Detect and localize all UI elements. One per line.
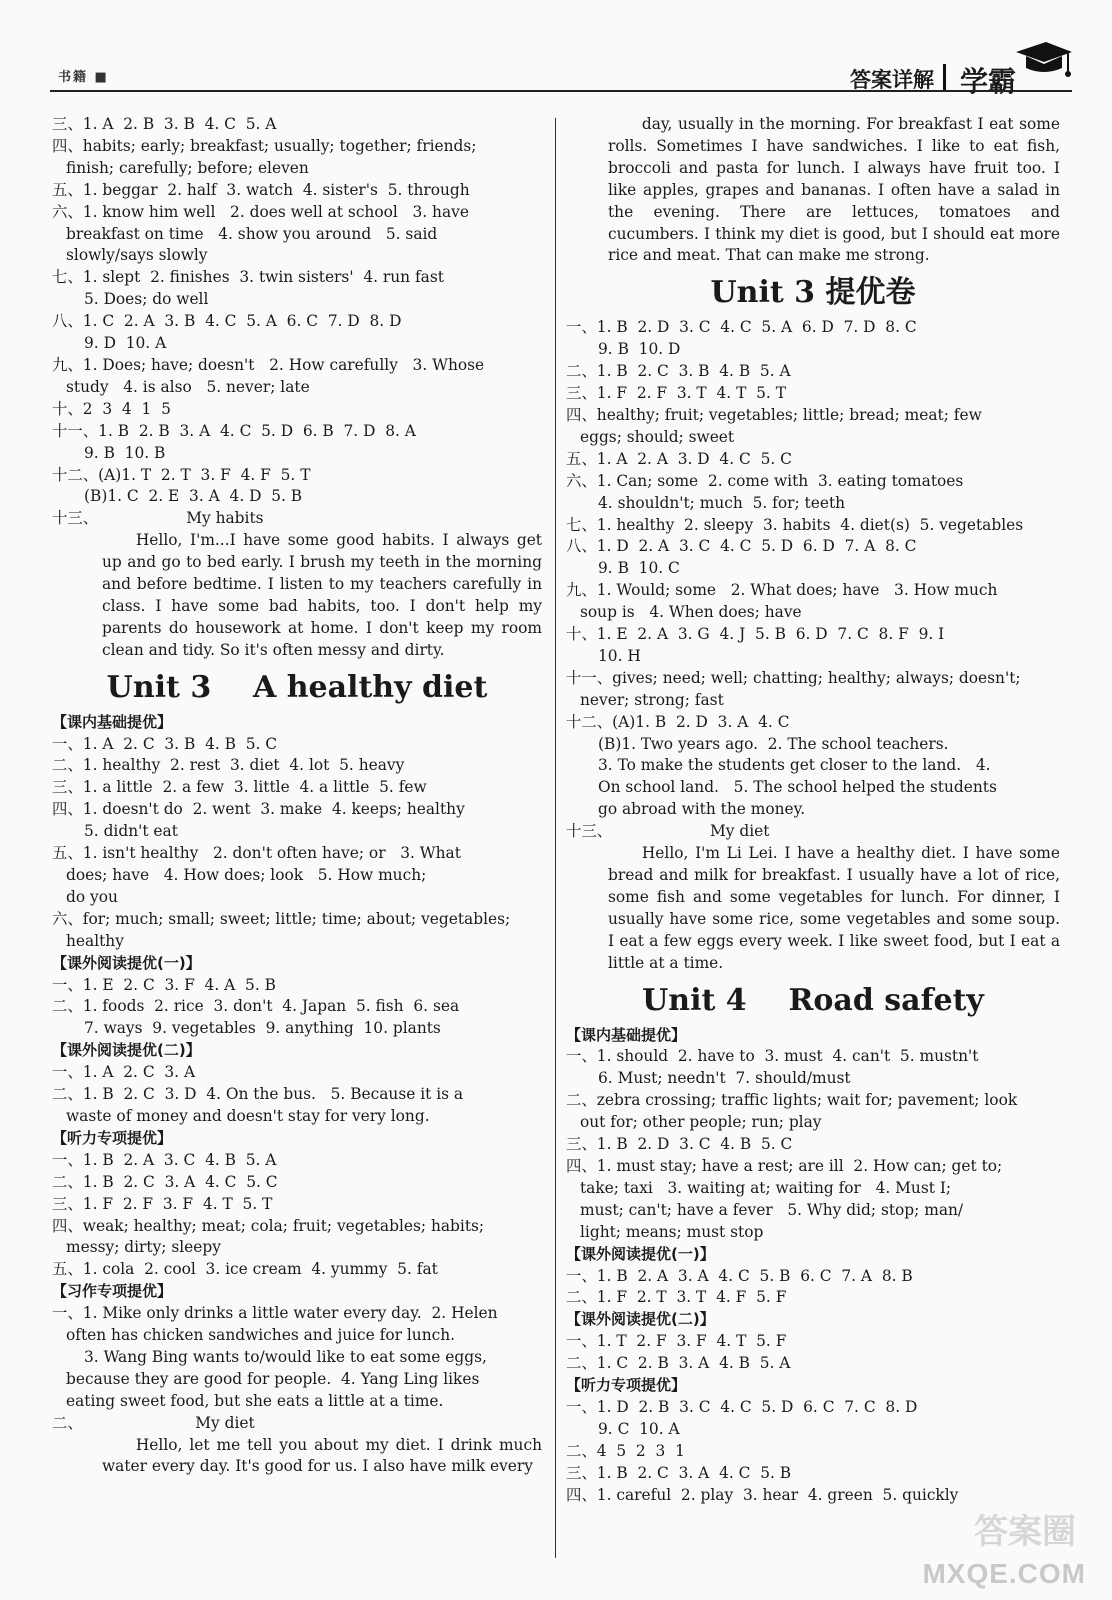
essay-paragraph: day, usually in the morning. For breakfast I eat some rolls. Sometimes I have sandwiches. I like to eat fish, broccoli and pasta for lunch. I always have fruit too. I like apples, grapes and bananas. I often have a salad in the evening. There are lettuces, tomatoes and cucumbers. I think my diet is good, but I should eat more rice and meat. That can make me strong. <box>608 115 1065 265</box>
answer-line: 一、1. should 2. have to 3. must 4. can't 5. mustn't <box>566 1047 979 1066</box>
essay-paragraph: Hello, I'm Li Lei. I have a healthy diet. I have some bread and milk for breakfast. I usually have a lot of rice, some fish and some vegetables for lunch. For dinner, I usually have some rice, some vegetables and some soup. I eat a few eggs every week. I like sweet food, but I eat a little at a time. <box>608 844 1065 972</box>
column-divider <box>555 118 556 1558</box>
answer-line: 9. B 10. B <box>84 443 166 462</box>
section-heading: 【课外阅读提优(一)】 <box>566 1244 715 1263</box>
answer-line: 9. D 10. A <box>84 334 167 353</box>
answer-line: 一、1. B 2. A 3. A 4. C 5. B 6. C 7. A 8. B <box>566 1266 913 1285</box>
answer-line: 五、1. cola 2. cool 3. ice cream 4. yummy 5. fat <box>52 1260 438 1279</box>
answer-line: breakfast on time 4. show you around 5. said <box>66 224 438 243</box>
answer-line: 5. didn't eat <box>84 822 178 841</box>
answer-line: do you <box>66 887 118 906</box>
section-heading: 【听力专项提优】 <box>566 1376 687 1395</box>
answer-line: 10. H <box>598 646 641 665</box>
answer-line: 3. Wang Bing wants to/would like to eat some eggs, <box>84 1347 487 1366</box>
answer-line: light; means; must stop <box>580 1222 764 1241</box>
answer-line: 三、1. F 2. F 3. F 4. T 5. T <box>52 1194 273 1213</box>
answer-line: 9. C 10. A <box>598 1419 680 1438</box>
graduation-cap-icon <box>1012 38 1074 84</box>
answer-line: 一、1. E 2. C 3. F 4. A 5. B <box>52 975 276 994</box>
answer-line: 十三、 My diet <box>566 822 770 841</box>
section-heading: 【课外阅读提优(二)】 <box>52 1041 201 1060</box>
answer-line: 四、1. careful 2. play 3. hear 4. green 5. quickly <box>566 1485 959 1504</box>
answer-line: slowly/says slowly <box>66 246 208 265</box>
essay-paragraph: Hello, let me tell you about my diet. I drink much water every day. It's good for us. I also have milk every <box>102 1435 547 1476</box>
answer-line: because they are good for people. 4. Yang Ling likes <box>66 1369 480 1388</box>
answer-line: finish; carefully; before; eleven <box>66 158 309 177</box>
answer-line: 二、1. B 2. C 3. A 4. C 5. C <box>52 1172 278 1191</box>
answer-line: 八、1. D 2. A 3. C 4. C 5. D 6. D 7. A 8. C <box>566 537 917 556</box>
answer-line: messy; dirty; sleepy <box>66 1238 221 1257</box>
answer-line: 十三、 My habits <box>52 509 264 528</box>
answer-line: 十、2 3 4 1 5 <box>52 399 171 418</box>
answer-line: 五、1. isn't healthy 2. don't often have; or 3. What <box>52 844 461 863</box>
answer-line: (B)1. Two years ago. 2. The school teachers. <box>598 734 949 753</box>
answer-line: 9. B 10. C <box>598 559 680 578</box>
answer-line: 7. ways 9. vegetables 9. anything 10. plants <box>84 1019 441 1038</box>
left-column <box>52 114 547 1478</box>
answer-line: must; can't; have a fever 5. Why did; stop; man/ <box>580 1200 964 1219</box>
answer-line: 七、1. healthy 2. sleepy 3. habits 4. diet(s) 5. vegetables <box>566 515 1024 534</box>
answer-line: 四、1. must stay; have a rest; are ill 2. How can; get to; <box>566 1156 1003 1175</box>
answer-line: 5. Does; do well <box>84 290 209 309</box>
answer-line: go abroad with the money. <box>598 800 806 819</box>
answer-line: 二、1. B 2. C 3. D 4. On the bus. 5. Because it is a <box>52 1085 464 1104</box>
answer-line: (B)1. C 2. E 3. A 4. D 5. B <box>84 487 303 506</box>
essay-paragraph: Hello, I'm...I have some good habits. I always get up and go to bed early. I brush my teeth in the morning and before bedtime. I listen to my teachers carefully in class. I have some bad habits, too. I don't help my parents do housework at home. I don't keep my room clean and tidy. So it's often messy and dirty. <box>102 531 547 659</box>
section-heading: 【课外阅读提优(一)】 <box>52 953 201 972</box>
answer-line: 一、1. T 2. F 3. F 4. T 5. F <box>566 1332 787 1351</box>
answer-line: 一、1. A 2. C 3. B 4. B 5. C <box>52 734 278 753</box>
answer-line: 二、1. C 2. B 3. A 4. B 5. A <box>566 1354 791 1373</box>
answer-line: 一、1. Mike only drinks a little water every day. 2. Helen <box>52 1304 498 1323</box>
answer-line: 三、1. B 2. C 3. A 4. C 5. B <box>566 1463 792 1482</box>
answer-line: 三、1. a little 2. a few 3. little 4. a little 5. few <box>52 778 427 797</box>
answer-line: eating sweet food, but she eats a little at a time. <box>66 1391 444 1410</box>
section-heading: 【课外阅读提优(二)】 <box>566 1310 715 1329</box>
answer-line: 四、weak; healthy; meat; cola; fruit; vegetables; habits; <box>52 1216 485 1235</box>
header-separator <box>943 64 946 90</box>
section-heading: 【习作专项提优】 <box>52 1282 173 1301</box>
watermark-glyph: 答案圈 <box>974 1512 1076 1552</box>
answer-line: 4. shouldn't; much 5. for; teeth <box>598 493 846 512</box>
answer-line: take; taxi 3. waiting at; waiting for 4. Must I; <box>580 1178 952 1197</box>
answer-line: 二、1. B 2. C 3. B 4. B 5. A <box>566 362 791 381</box>
section-heading: 【听力专项提优】 <box>52 1128 173 1147</box>
answer-line: 五、1. beggar 2. half 3. watch 4. sister's 5. through <box>52 180 470 199</box>
answer-line: waste of money and doesn't stay for very long. <box>66 1106 430 1125</box>
answer-line: On school land. 5. The school helped the students <box>598 778 997 797</box>
answer-line: 四、healthy; fruit; vegetables; little; bread; meat; few <box>566 405 982 424</box>
brand-name: 学霸 <box>959 65 1016 98</box>
answer-line: healthy <box>66 931 124 950</box>
answer-line: often has chicken sandwiches and juice for lunch. <box>66 1326 456 1345</box>
answer-line: 四、habits; early; breakfast; usually; together; friends; <box>52 136 477 155</box>
answer-line: 二、 My diet <box>52 1413 255 1432</box>
answer-line: 六、1. know him well 2. does well at school 3. have <box>52 202 469 221</box>
answer-line: out for; other people; run; play <box>580 1113 822 1132</box>
corner-mark: 书籍 ■ <box>58 70 109 85</box>
right-column <box>566 114 1065 1506</box>
answer-line: 九、1. Would; some 2. What does; have 3. How much <box>566 581 998 600</box>
answer-line: study 4. is also 5. never; late <box>66 377 310 396</box>
answer-line: 二、1. healthy 2. rest 3. diet 4. lot 5. heavy <box>52 756 405 775</box>
answer-line: 一、1. D 2. B 3. C 4. C 5. D 6. C 7. C 8. D <box>566 1397 918 1416</box>
header-rule <box>50 90 1072 92</box>
answer-line: 九、1. Does; have; doesn't 2. How carefully 3. Whose <box>52 355 485 374</box>
answer-line: 八、1. C 2. A 3. B 4. C 5. A 6. C 7. D 8. D <box>52 312 402 331</box>
answer-line: 五、1. A 2. A 3. D 4. C 5. C <box>566 449 792 468</box>
answer-line: eggs; should; sweet <box>580 427 735 446</box>
answer-line: 二、4 5 2 3 1 <box>566 1441 685 1460</box>
answer-line: 十一、1. B 2. B 3. A 4. C 5. D 6. B 7. D 8. A <box>52 421 416 440</box>
answer-line: never; strong; fast <box>580 690 724 709</box>
answer-line: 一、1. A 2. C 3. A <box>52 1063 196 1082</box>
answer-line: 6. Must; needn't 7. should/must <box>598 1069 851 1088</box>
watermark-site: MXQE.COM <box>922 1558 1086 1589</box>
answer-line: 三、1. F 2. F 3. T 4. T 5. T <box>566 384 786 403</box>
answer-line: 六、for; much; small; sweet; little; time; about; vegetables; <box>52 909 511 928</box>
answer-line: 二、1. F 2. T 3. T 4. F 5. F <box>566 1288 787 1307</box>
answer-line: 十一、gives; need; well; chatting; healthy; always; doesn't; <box>566 668 1021 687</box>
answer-line: 一、1. B 2. A 3. C 4. B 5. A <box>52 1150 277 1169</box>
answer-line: 三、1. A 2. B 3. B 4. C 5. A <box>52 115 277 133</box>
answer-line: 二、1. foods 2. rice 3. don't 4. Japan 5. fish 6. sea <box>52 997 460 1016</box>
header-title: 答案详解 <box>850 68 934 92</box>
answer-line: 十、1. E 2. A 3. G 4. J 5. B 6. D 7. C 8. F 9. I <box>566 625 945 644</box>
answer-line: does; have 4. How does; look 5. How much; <box>66 866 427 884</box>
answer-line: 3. To make the students get closer to the land. 4. <box>598 756 991 775</box>
answer-line: 十二、(A)1. T 2. T 3. F 4. F 5. T <box>52 465 311 484</box>
answer-line: 二、zebra crossing; traffic lights; wait for; pavement; look <box>566 1091 1018 1110</box>
answer-line: 十二、(A)1. B 2. D 3. A 4. C <box>566 712 790 731</box>
answer-line: 9. B 10. D <box>598 340 681 359</box>
answer-line: 七、1. slept 2. finishes 3. twin sisters' 4. run fast <box>52 268 444 287</box>
unit-heading: Unit 3 A healthy diet <box>106 669 488 705</box>
answer-line: 三、1. B 2. D 3. C 4. B 5. C <box>566 1135 793 1154</box>
answer-line: 四、1. doesn't do 2. went 3. make 4. keeps; healthy <box>52 800 465 819</box>
unit-heading: Unit 3 提优卷 <box>710 275 916 311</box>
section-heading: 【课内基础提优】 <box>52 712 173 731</box>
unit-heading: Unit 4 Road safety <box>642 982 984 1018</box>
page-header <box>0 0 1112 96</box>
answer-line: soup is 4. When does; have <box>580 603 802 622</box>
answer-line: 一、1. B 2. D 3. C 4. C 5. A 6. D 7. D 8. C <box>566 318 917 337</box>
watermark-logo <box>904 1504 1094 1594</box>
answer-line: 六、1. Can; some 2. come with 3. eating tomatoes <box>566 471 964 490</box>
section-heading: 【课内基础提优】 <box>566 1025 687 1044</box>
